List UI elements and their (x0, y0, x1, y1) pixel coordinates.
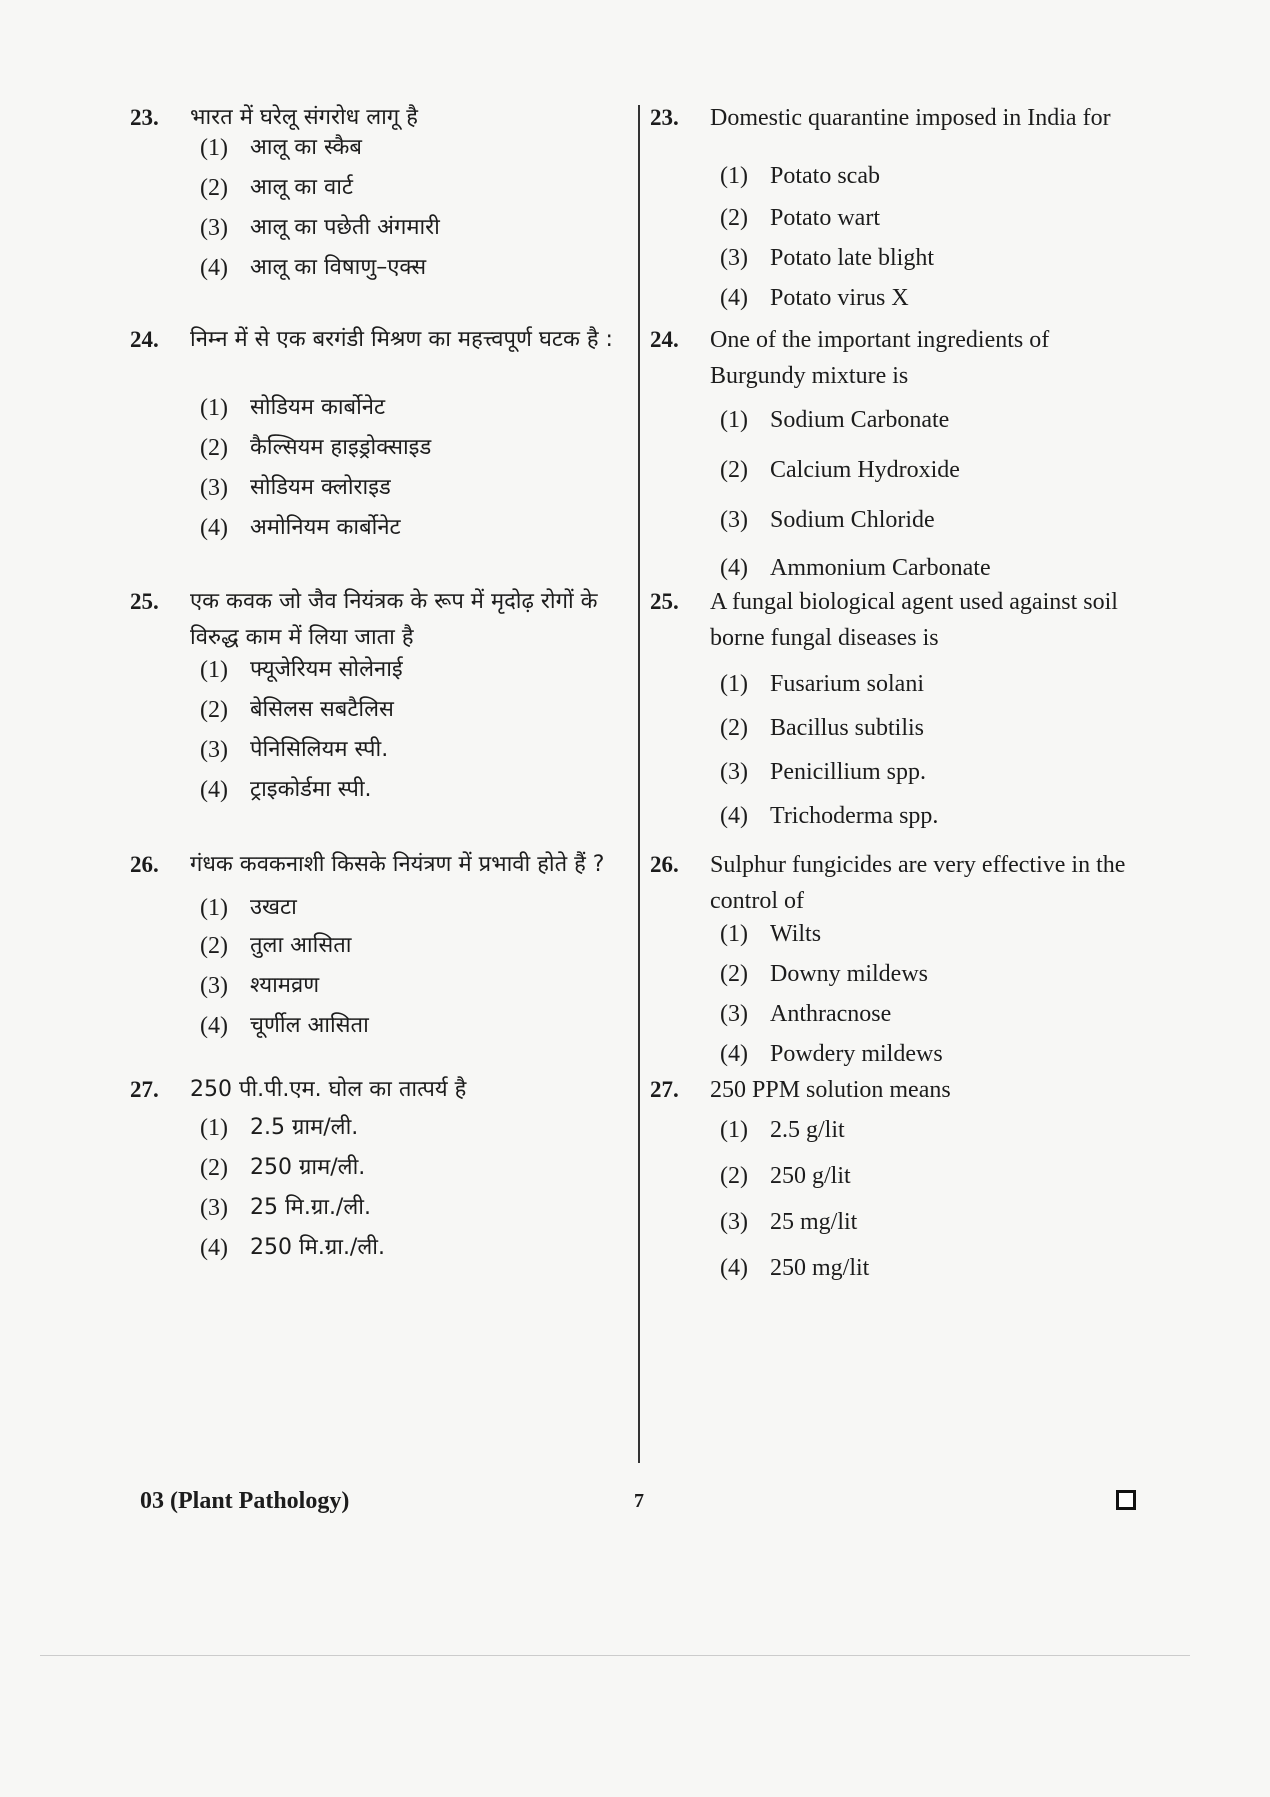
option-text: सोडियम क्लोराइड (250, 475, 391, 500)
option-text: 250 ग्राम/ली. (250, 1155, 366, 1180)
question-number: 27. (130, 1077, 159, 1102)
option-item (720, 996, 891, 1032)
option-number: (3) (720, 1001, 748, 1027)
option-text: ट्राइकोर्डमा स्पी. (250, 777, 372, 802)
option-text: Downy mildews (770, 961, 928, 987)
option-text: कैल्सियम हाइड्रोक्साइड (250, 435, 432, 460)
question-number: 24. (650, 327, 679, 352)
question-number: 25. (650, 589, 679, 614)
question-number: 25. (130, 589, 159, 614)
option-text: चूर्णील आसिता (250, 1013, 369, 1038)
option-number: (2) (720, 715, 748, 741)
option-text: फ्यूजेरियम सोलेनाई (250, 657, 403, 682)
question-number: 27. (650, 1077, 679, 1102)
option-number: (1) (720, 671, 748, 697)
option-item (720, 1158, 851, 1194)
option-number: (2) (720, 205, 748, 231)
question-row (650, 100, 1130, 136)
option-item (200, 1230, 385, 1266)
option-item (200, 732, 388, 768)
option-text: तुला आसिता (250, 933, 352, 958)
option-number: (1) (200, 895, 228, 921)
option-text: Anthracnose (770, 1001, 892, 1027)
option-item (720, 916, 821, 952)
option-text: Trichoderma spp. (770, 803, 939, 829)
question-row (650, 584, 1130, 656)
option-number: (3) (720, 1209, 748, 1235)
option-text: Potato wart (770, 205, 880, 231)
question-number: 23. (650, 105, 679, 130)
bottom-rule (40, 1655, 1190, 1656)
question-25 (650, 584, 1130, 656)
option-item (720, 240, 934, 276)
option-text: Fusarium solani (770, 671, 924, 697)
option-item (200, 170, 353, 206)
option-text: आलू का वार्ट (250, 175, 353, 200)
option-text: Potato late blight (770, 245, 934, 271)
option-text: 250 mg/lit (770, 1255, 870, 1281)
option-number: (2) (200, 435, 228, 461)
option-number: (1) (200, 1115, 228, 1141)
option-text: अमोनियम कार्बोनेट (250, 515, 401, 540)
column-divider (638, 105, 640, 1463)
option-number: (1) (720, 163, 748, 189)
question-number: 26. (650, 852, 679, 877)
option-number: (4) (720, 285, 748, 311)
option-number: (2) (200, 933, 228, 959)
option-item (720, 200, 880, 236)
option-number: (1) (720, 407, 748, 433)
option-item (200, 1150, 365, 1186)
option-item (200, 928, 351, 964)
option-item (720, 754, 926, 790)
question-24 (650, 322, 1130, 394)
option-text: 25 mg/lit (770, 1209, 858, 1235)
option-text: Sodium Chloride (770, 507, 935, 533)
square-marker-icon (1116, 1490, 1136, 1510)
option-item (200, 210, 440, 246)
option-number: (2) (200, 175, 228, 201)
option-item (200, 652, 403, 688)
question-number: 26. (130, 852, 159, 877)
option-text: पेनिसिलियम स्पी. (250, 737, 389, 762)
option-text: श्यामव्रण (250, 973, 320, 998)
option-number: (4) (720, 1041, 748, 1067)
option-text: Wilts (770, 921, 822, 947)
question-number: 23. (130, 105, 159, 130)
question-text: 250 पी.पी.एम. घोल का तात्पर्य है (190, 1077, 467, 1102)
option-number: (4) (200, 1235, 228, 1261)
option-text: Powdery mildews (770, 1041, 943, 1067)
option-number: (2) (720, 457, 748, 483)
option-item (720, 956, 928, 992)
question-row (130, 322, 630, 358)
question-26 (650, 847, 1130, 919)
option-text: आलू का पछेती अंगमारी (250, 215, 440, 240)
option-number: (2) (200, 697, 228, 723)
option-number: (3) (720, 245, 748, 271)
question-row (130, 1072, 630, 1108)
question-23 (650, 100, 1130, 136)
option-text: Bacillus subtilis (770, 715, 925, 741)
option-item (200, 1190, 371, 1226)
option-item (200, 250, 426, 286)
option-item (720, 1036, 943, 1072)
option-number: (4) (200, 1013, 228, 1039)
question-text: निम्न में से एक बरगंडी मिश्रण का महत्त्वपूर्ण घटक है : (190, 327, 613, 352)
option-item (200, 890, 297, 926)
option-item (720, 1250, 869, 1286)
option-item (200, 968, 319, 1004)
question-27 (650, 1072, 1130, 1108)
option-item (200, 692, 394, 728)
option-number: (2) (200, 1155, 228, 1181)
question-row (650, 847, 1130, 919)
option-text: सोडियम कार्बोनेट (250, 395, 386, 420)
option-text: 250 मि.ग्रा./ली. (250, 1235, 385, 1260)
option-item (200, 130, 362, 166)
option-number: (1) (720, 1117, 748, 1143)
option-item (200, 772, 372, 808)
option-number: (1) (200, 395, 228, 421)
option-number: (3) (200, 737, 228, 763)
option-number: (2) (720, 961, 748, 987)
option-number: (3) (200, 215, 228, 241)
option-text: आलू का विषाणु–एक्स (250, 255, 427, 280)
option-number: (4) (200, 777, 228, 803)
option-number: (3) (200, 1195, 228, 1221)
option-item (720, 502, 935, 538)
option-item (200, 430, 431, 466)
option-text: 2.5 g/lit (770, 1117, 845, 1143)
option-text: Sodium Carbonate (770, 407, 950, 433)
option-text: 2.5 ग्राम/ली. (250, 1115, 359, 1140)
option-text: Penicillium spp. (770, 759, 926, 785)
question-24 (130, 322, 630, 358)
option-number: (4) (200, 515, 228, 541)
option-text: 250 g/lit (770, 1163, 851, 1189)
option-item (200, 390, 385, 426)
option-number: (3) (720, 507, 748, 533)
question-text: भारत में घरेलू संगरोध लागू है (190, 105, 418, 130)
option-text: आलू का स्कैब (250, 135, 362, 160)
option-text: Potato scab (770, 163, 880, 189)
option-number: (4) (200, 255, 228, 281)
option-number: (1) (200, 657, 228, 683)
option-item (720, 666, 924, 702)
option-item (200, 1008, 369, 1044)
question-row (130, 584, 630, 656)
option-text: उखटा (250, 895, 297, 920)
option-number: (1) (200, 135, 228, 161)
question-text: गंधक कवकनाशी किसके नियंत्रण में प्रभावी होते हैं ? (190, 852, 605, 877)
option-text: बेसिलस सबटैलिस (250, 697, 394, 722)
option-item (720, 710, 924, 746)
option-text: Calcium Hydroxide (770, 457, 960, 483)
question-text: One of the important ingredients of Burgundy mixture is (710, 327, 1050, 389)
question-26 (130, 847, 630, 883)
option-number: (3) (200, 475, 228, 501)
question-27 (130, 1072, 630, 1108)
option-text: Ammonium Carbonate (770, 555, 991, 581)
question-text: Sulphur fungicides are very effective in the control of (710, 852, 1126, 914)
page-number: 7 (634, 1490, 644, 1512)
option-number: (3) (720, 759, 748, 785)
option-item (720, 158, 880, 194)
option-item (200, 510, 401, 546)
question-text: 250 PPM solution means (710, 1077, 951, 1103)
option-item (720, 452, 960, 488)
option-number: (3) (200, 973, 228, 999)
option-item (720, 550, 991, 586)
question-row (650, 1072, 1130, 1108)
option-item (720, 280, 909, 316)
question-text: एक कवक जो जैव नियंत्रक के रूप में मृदोढ़ रोगों के विरुद्ध काम में लिया जाता है (190, 589, 598, 650)
option-number: (1) (720, 921, 748, 947)
option-number: (4) (720, 555, 748, 581)
option-text: Potato virus X (770, 285, 909, 311)
option-item (720, 402, 949, 438)
option-number: (2) (720, 1163, 748, 1189)
footer-subject: 03 (Plant Pathology) (140, 1488, 350, 1514)
question-row (650, 322, 1130, 394)
question-25 (130, 584, 630, 656)
question-number: 24. (130, 327, 159, 352)
option-item (200, 470, 391, 506)
question-row (130, 847, 630, 883)
question-text: Domestic quarantine imposed in India for (710, 105, 1111, 131)
option-number: (4) (720, 803, 748, 829)
question-text: A fungal biological agent used against soil borne fungal diseases is (710, 589, 1118, 651)
option-text: 25 मि.ग्रा./ली. (250, 1195, 371, 1220)
option-item (720, 1204, 857, 1240)
option-number: (4) (720, 1255, 748, 1281)
option-item (200, 1110, 358, 1146)
option-item (720, 798, 938, 834)
option-item (720, 1112, 845, 1148)
